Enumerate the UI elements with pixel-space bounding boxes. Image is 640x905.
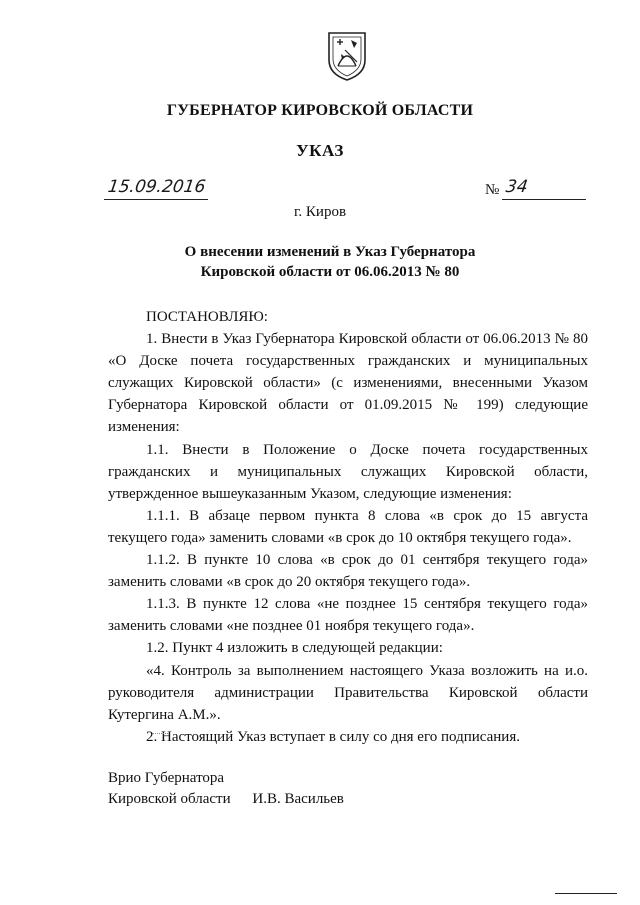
number-underline: [502, 199, 586, 200]
paragraph-1-1-1: 1.1.1. В абзаце первом пункта 8 слова «в срок до 15 августа текущего года» заменить словами «в срок до 10 октября текущего года».: [108, 507, 588, 546]
paragraph-1-2: 1.2. Пункт 4 изложить в следующей редакции:: [146, 640, 443, 657]
resolve-heading: ПОСТАНОВЛЯЮ:: [146, 309, 268, 325]
separator-dots: [152, 733, 168, 734]
footer-rule: [555, 893, 617, 894]
issue-city: г. Киров: [293, 204, 347, 220]
document-type: УКАЗ: [296, 141, 344, 160]
paragraph-2: 2. Настоящий Указ вступает в силу со дня его подписания.: [146, 728, 520, 745]
paragraph-1-1-2: 1.1.2. В пункте 10 слова «в срок до 01 сентября текущего года» заменить словами «в срок до 20 октября текущего года».: [108, 552, 588, 591]
number-label: №: [485, 182, 500, 198]
document-subject: [150, 242, 510, 282]
paragraph-1-1-3: 1.1.3. В пункте 12 слова «не позднее 15 сентября текущего года» заменить словами «не позднее 01 ноября текущего года».: [108, 596, 588, 635]
document-number: 34: [504, 177, 530, 197]
paragraph-1: 1. Внести в Указ Губернатора Кировской области от 06.06.2013 № 80 «О Доске почета государственных гражданских и муниципальных служащих Кировской области» (с изменениями, внесенными Указом Губернатора Кировской области от 01.09.2015 № 199) следующие изменения:: [108, 331, 588, 436]
subject-line-1: О внесении изменений в Указ Губернатора: [184, 244, 476, 260]
subject-line-2: Кировской области от 06.06.2013 № 80: [200, 264, 460, 280]
document-body: [108, 306, 588, 748]
document-date: 15.09.2016: [106, 177, 207, 197]
date-underline: [104, 199, 208, 200]
signatory-position-line-1: Врио Губернатора: [108, 770, 225, 786]
paragraph-1-1: 1.1. Внести в Положение о Доске почета государственных гражданских и муниципальных служащих Кировской области, утвержденное вышеуказанным Указом, следующие изменения:: [108, 441, 588, 502]
paragraph-1-2-quote: «4. Контроль за выполнением настоящего Указа возложить на и.о. руководителя администрации Правительства Кировской области Кутергина А.М.».: [108, 662, 588, 723]
kirov-coat-of-arms-icon: [323, 30, 371, 82]
signatory-position-line-2: Кировской области: [108, 791, 231, 807]
signatory-row: [108, 789, 344, 810]
issuer-title: ГУБЕРНАТОР КИРОВСКОЙ ОБЛАСТИ: [166, 102, 474, 119]
signatory-name: И.В. Васильев: [252, 791, 344, 807]
signature-block: [108, 768, 344, 810]
